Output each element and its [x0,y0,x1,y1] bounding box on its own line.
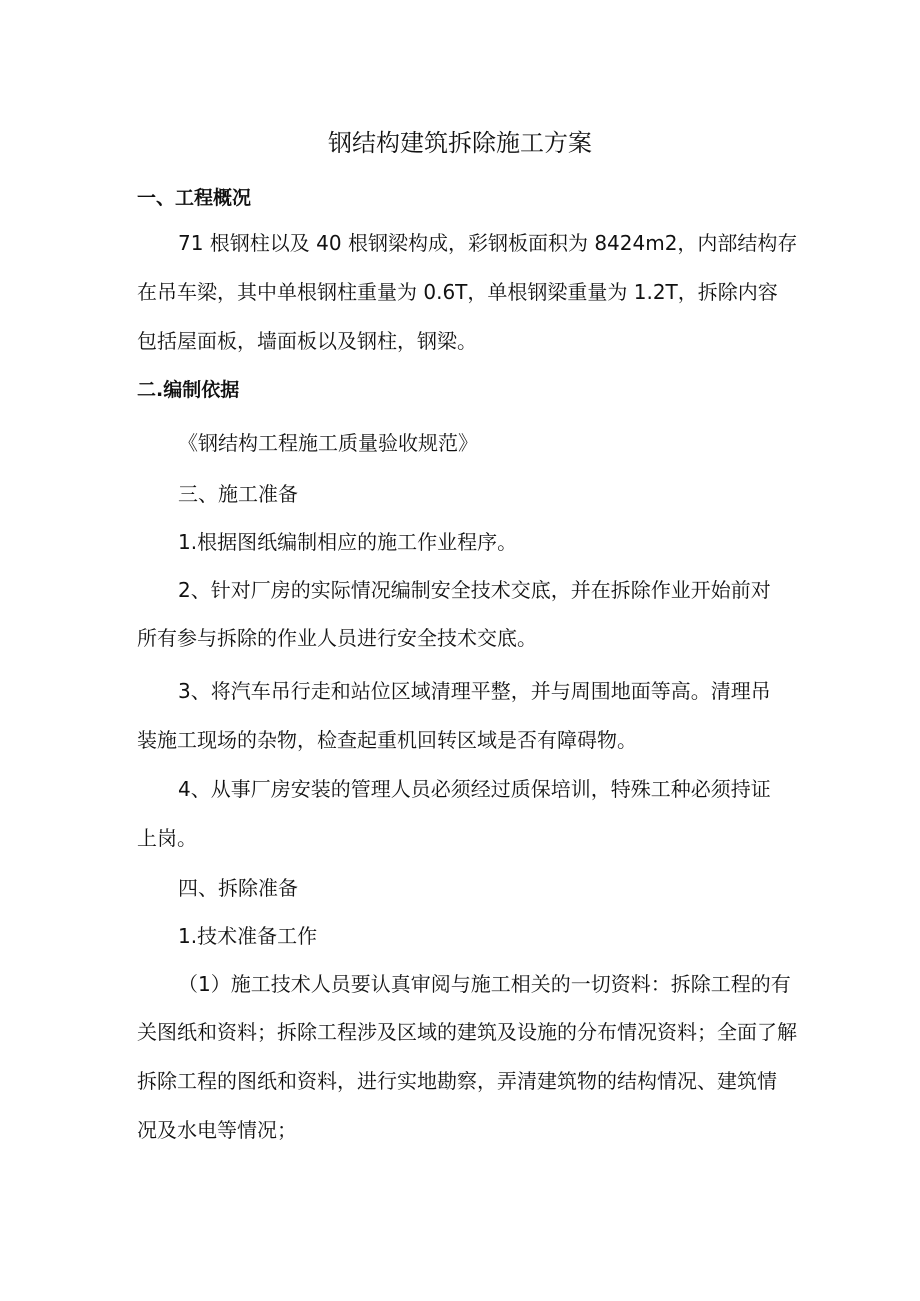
demolition-para-line-2: 关图纸和资料；拆除工程涉及区域的建筑及设施的分布情况资料；全面了解 [137,1020,797,1044]
section-heading-preparation: 三、施工准备 [178,482,298,506]
section-heading-basis: 二.编制依据 [137,379,240,401]
demolition-para-line-1: （1）施工技术人员要认真审阅与施工相关的一切资料：拆除工程的有 [178,972,791,996]
demolition-para-line-4: 况及水电等情况； [137,1118,297,1142]
demolition-subheading-1: 1.技术准备工作 [178,924,318,948]
preparation-item-4-line-1: 4、从事厂房安装的管理人员必须经过质保培训，特殊工种必须持证 [178,777,771,801]
preparation-item-3-line-2: 装施工现场的杂物，检查起重机回转区域是否有障碍物。 [137,728,637,752]
preparation-item-3-line-1: 3、将汽车吊行走和站位区域清理平整，并与周围地面等高。清理吊 [178,679,771,703]
document-title: 钢结构建筑拆除施工方案 [328,129,592,157]
demolition-para-line-3: 拆除工程的图纸和资料，进行实地勘察，弄清建筑物的结构情况、建筑情 [137,1069,777,1093]
preparation-item-1: 1.根据图纸编制相应的施工作业程序。 [178,530,518,554]
preparation-item-2-line-2: 所有参与拆除的作业人员进行安全技术交底。 [137,626,537,650]
overview-line-3: 包括屋面板，墙面板以及钢柱，钢梁。 [137,329,477,353]
preparation-item-4-line-2: 上岗。 [137,826,197,850]
section-heading-overview: 一、工程概况 [137,187,252,209]
overview-line-1: 71 根钢柱以及 40 根钢梁构成，彩钢板面积为 8424m2，内部结构存 [178,231,798,255]
reference-standard: 《钢结构工程施工质量验收规范》 [178,431,478,455]
section-heading-demolition: 四、拆除准备 [178,876,298,900]
overview-line-2: 在吊车梁，其中单根钢柱重量为 0.6T，单根钢梁重量为 1.2T，拆除内容 [137,280,778,304]
preparation-item-2-line-1: 2、针对厂房的实际情况编制安全技术交底，并在拆除作业开始前对 [178,578,771,602]
